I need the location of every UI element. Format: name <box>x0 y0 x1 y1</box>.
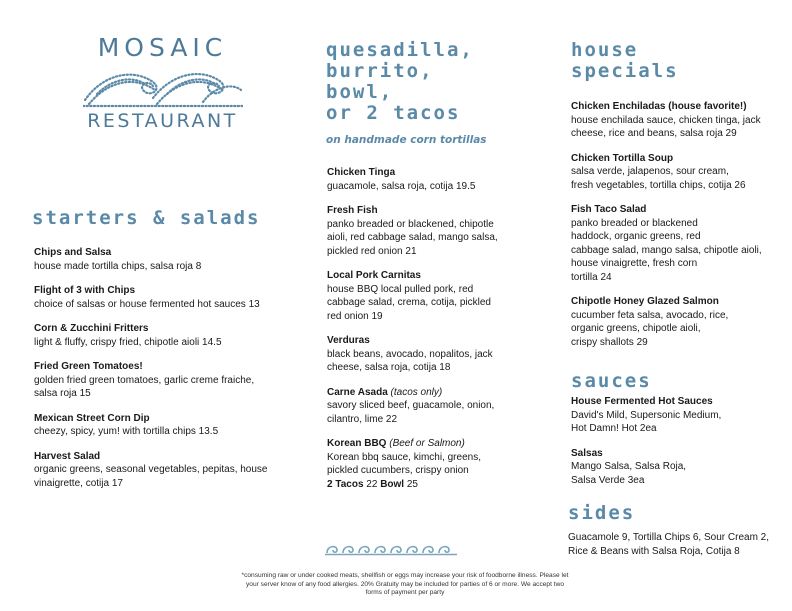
item-name: House Fermented Hot Sauces <box>571 396 713 407</box>
item-name: Fish Taco Salad <box>571 204 647 215</box>
quesadilla-title-line: quesadilla, <box>326 39 474 61</box>
item-description: house BBQ local pulled pork, red cabbage salad, crema, cotija, pickled red onion 19 <box>327 283 491 322</box>
menu-item <box>34 322 284 349</box>
quesadilla-list <box>327 166 542 502</box>
wave-divider-icon <box>325 542 457 556</box>
item-description: Mango Salsa, Salsa Roja, Salsa Verde 3ea <box>571 461 687 486</box>
item-name-text: Local Pork Carnitas <box>327 270 421 281</box>
sauces-list <box>571 395 781 498</box>
specials-title-line: house <box>571 39 639 61</box>
menu-item <box>327 386 542 427</box>
item-name <box>327 437 542 451</box>
menu-item <box>34 412 284 439</box>
tacos-label: 2 Tacos <box>327 478 364 490</box>
logo-name-bottom: RESTAURANT <box>87 110 238 132</box>
specials-list <box>571 100 781 360</box>
item-description: Korean bbq sauce, kimchi, greens, pickled cucumbers, crispy onion <box>327 451 481 476</box>
quesadilla-title-line: or 2 tacos <box>326 102 461 124</box>
quesadilla-title-line: burrito, <box>326 60 434 82</box>
item-note: (Beef or Salmon) <box>389 438 465 449</box>
menu-item <box>571 100 781 141</box>
item-name: Chips and Salsa <box>34 247 112 258</box>
menu-item <box>571 447 781 488</box>
item-description: golden fried green tomatoes, garlic creme fraiche, salsa roja 15 <box>34 374 255 399</box>
restaurant-logo <box>80 34 245 132</box>
item-description: savory sliced beef, guacamole, onion, cilantro, lime 22 <box>327 400 495 425</box>
item-name: Chipotle Honey Glazed Salmon <box>571 296 719 307</box>
menu-item <box>327 334 542 375</box>
sides-description: Guacamole 9, Tortilla Chips 6, Sour Cream 2, Rice & Beans with Salsa Roja, Cotija 8 <box>568 532 770 557</box>
starters-title: starters & salads <box>32 207 261 229</box>
sauces-title: sauces <box>571 370 652 392</box>
item-name-text: Carne Asada <box>327 386 391 398</box>
item-description: David's Mild, Supersonic Medium, Hot Damn! Hot 2ea <box>571 409 722 434</box>
item-name-text: Korean BBQ <box>327 438 390 449</box>
menu-item <box>34 360 284 401</box>
sides-title: sides <box>568 502 636 524</box>
tacos-price: 22 <box>366 478 378 490</box>
item-name: Fried Green Tomatoes! <box>34 361 143 372</box>
item-description: panko breaded or blackened haddock, organic greens, red cabbage salad, mango salsa, chipotle aioli, house vinaigrette, fresh corn tortilla 24 <box>571 217 762 283</box>
item-description: house enchilada sauce, chicken tinga, jack cheese, rice and beans, salsa roja 29 <box>571 114 761 139</box>
bowl-label: Bowl <box>380 478 405 490</box>
item-description: black beans, avocado, nopalitos, jack cheese, salsa roja, cotija 18 <box>327 348 493 373</box>
item-description: panko breaded or blackened, chipotle aioli, red cabbage salad, mango salsa, pickled red onion 21 <box>327 218 498 257</box>
item-note: (tacos only) <box>390 386 443 398</box>
quesadilla-title-line: bowl, <box>326 81 394 103</box>
item-name: Harvest Salad <box>34 450 101 462</box>
item-description: guacamole, salsa roja, cotija 19.5 <box>327 180 476 192</box>
menu-item <box>327 166 542 193</box>
specials-title <box>571 40 679 82</box>
menu-item <box>571 203 781 284</box>
item-name: Mexican Street Corn Dip <box>34 412 150 424</box>
item-name-text: Verduras <box>327 335 370 346</box>
footer-disclaimer: *consuming raw or under cooked meats, shellfish or eggs may increase your risk of foodborne illness. Please let your server know of any food allergies. 20% Gratuity may be included for parties of 6 or more. We accept two forms of payment per party <box>241 572 569 597</box>
item-name: Chicken Enchiladas (house favorite!) <box>571 101 747 112</box>
item-name <box>327 334 542 348</box>
item-name: Chicken Tortilla Soup <box>571 152 674 164</box>
starters-list <box>34 246 284 501</box>
menu-item <box>571 395 781 436</box>
item-name <box>327 386 542 400</box>
item-name <box>327 166 542 180</box>
menu-item <box>327 204 542 258</box>
item-name-text: Fresh Fish <box>327 205 378 216</box>
quesadilla-subtitle: on handmade corn tortillas <box>326 134 487 146</box>
item-name: Corn & Zucchini Fritters <box>34 323 149 334</box>
logo-name-top: MOSAIC <box>97 33 228 62</box>
item-description: cucumber feta salsa, avocado, rice, organic greens, chipotle aioli, crispy shallots 29 <box>571 309 729 348</box>
item-description: cheezy, spicy, yum! with tortilla chips 13.5 <box>34 426 219 437</box>
item-name-text: Chicken Tinga <box>327 167 396 178</box>
menu-item <box>34 246 284 273</box>
menu-item <box>327 437 542 491</box>
quesadilla-title <box>326 40 474 124</box>
bowl-price: 25 <box>406 478 418 490</box>
menu-item <box>571 295 781 349</box>
mosaic-wave-logo-icon <box>83 64 243 108</box>
menu-item <box>34 450 284 491</box>
item-description: choice of salsas or house fermented hot sauces 13 <box>34 298 260 310</box>
item-name: Flight of 3 with Chips <box>34 285 136 296</box>
menu-item <box>327 269 542 323</box>
menu-item <box>571 152 781 193</box>
specials-title-line: specials <box>571 60 679 82</box>
menu-item <box>34 284 284 311</box>
item-description: house made tortilla chips, salsa roja 8 <box>34 260 202 272</box>
item-description: salsa verde, jalapenos, sour cream, fresh vegetables, tortilla chips, cotija 26 <box>571 166 746 191</box>
item-name <box>327 204 542 218</box>
item-name <box>327 269 542 283</box>
item-description: light & fluffy, crispy fried, chipotle aioli 14.5 <box>34 336 222 348</box>
sides-text <box>568 531 788 558</box>
korean-prices <box>327 478 542 492</box>
item-description: organic greens, seasonal vegetables, pepitas, house vinaigrette, cotija 17 <box>34 464 268 489</box>
item-name: Salsas <box>571 447 603 459</box>
